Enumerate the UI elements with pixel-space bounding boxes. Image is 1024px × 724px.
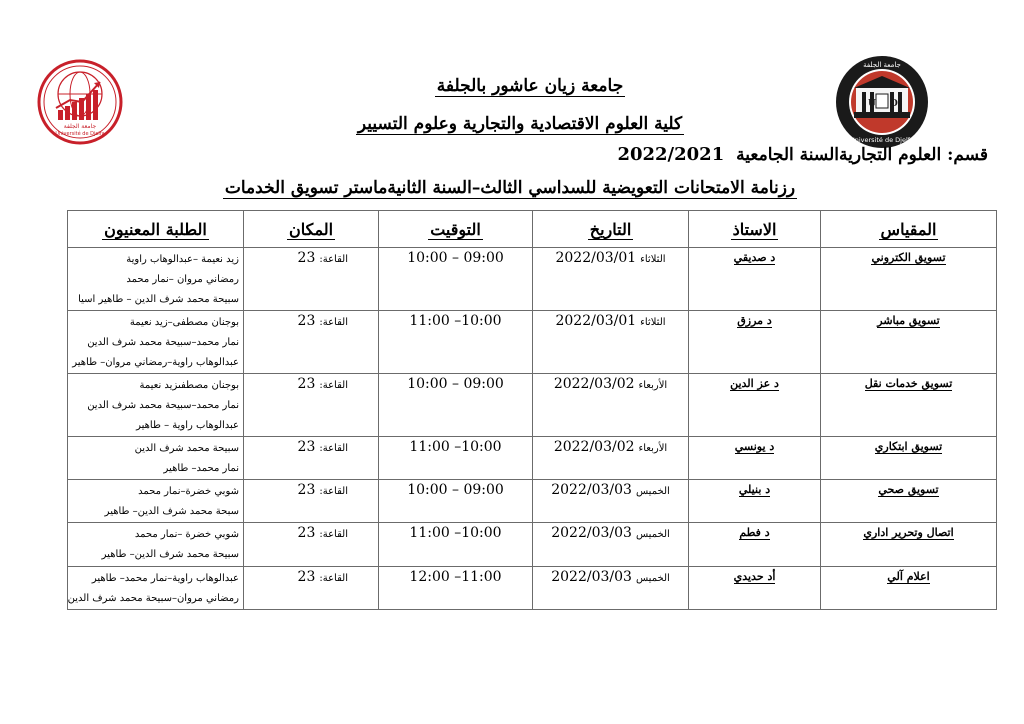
- student-line: رمضاني مروان –نمار محمد: [126, 274, 239, 285]
- module-name: تسويق ابتكاري: [874, 440, 943, 453]
- table-row: [68, 311, 997, 374]
- room-label: القاعة:: [319, 486, 348, 497]
- room-label: القاعة:: [319, 529, 348, 540]
- exam-time: 10:00– 11:00: [409, 525, 502, 541]
- room-number: 23: [297, 569, 316, 585]
- exam-time: 10:00– 11:00: [409, 313, 502, 329]
- cell-room: [244, 374, 379, 437]
- cell-professor: [689, 480, 821, 523]
- table-row: [68, 437, 997, 480]
- cell-date: [533, 248, 689, 311]
- room-number: 23: [297, 250, 316, 266]
- cell-professor: [689, 567, 821, 610]
- cell-date: [533, 374, 689, 437]
- module-name: اعلام آلي: [887, 570, 930, 583]
- module-name: تسويق الكتروني: [871, 251, 946, 264]
- col-header-module: المقياس: [821, 211, 997, 248]
- student-line: عبدالوهاب راوية–رمضاني مروان– طاهير: [72, 357, 239, 368]
- col-header-professor: الاستاذ: [689, 211, 821, 248]
- student-line: سبيحة محمد شرف الدين – طاهير اسيا: [78, 294, 239, 305]
- cell-students: [68, 523, 244, 567]
- exam-time: 11:00– 12:00: [409, 569, 502, 585]
- exam-day: الأربعاء: [638, 443, 668, 454]
- professor-name: د فطم: [739, 526, 770, 539]
- cell-students: [68, 374, 244, 437]
- student-line: عبدالوهاب راوية–نمار محمد– طاهير: [91, 573, 239, 584]
- faculty-logo: [36, 58, 124, 146]
- col-header-room: المكان: [244, 211, 379, 248]
- table-row: [68, 567, 997, 610]
- exam-day: الثلاثاء: [640, 254, 666, 265]
- cell-time: [379, 374, 533, 437]
- exam-date: 2022/03/02: [553, 376, 635, 392]
- cell-module: [821, 374, 997, 437]
- exam-time: 09:00 – 10:00: [407, 482, 504, 498]
- student-line: زيد نعيمة –عبدالوهاب راوية: [126, 254, 239, 265]
- cell-students: [68, 311, 244, 374]
- student-line: نمار محمد– طاهير: [163, 463, 239, 474]
- cell-students: [68, 248, 244, 311]
- exam-schedule-table: [67, 210, 997, 610]
- cell-date: [533, 567, 689, 610]
- cell-professor: [689, 311, 821, 374]
- svg-text:U: U: [868, 99, 876, 109]
- professor-name: د مرزق: [737, 314, 772, 327]
- exam-day: الخميس: [635, 486, 670, 497]
- cell-module: [821, 311, 997, 374]
- cell-time: [379, 437, 533, 480]
- student-line: عبدالوهاب راوية – طاهير: [136, 420, 239, 431]
- svg-text:D: D: [890, 99, 898, 109]
- room-number: 23: [297, 313, 316, 329]
- exam-date: 2022/03/01: [555, 250, 637, 266]
- exam-date: 2022/03/03: [551, 569, 632, 585]
- student-line: سبيحة محمد شرف الدين– طاهير: [101, 549, 239, 560]
- module-name: تسويق صحي: [878, 483, 939, 496]
- faculty-name: كلية العلوم الاقتصادية والتجارية وعلوم التسيير: [357, 114, 683, 134]
- exam-date: 2022/03/02: [553, 439, 635, 455]
- table-row: [68, 248, 997, 311]
- col-header-students: الطلبة المعنيون: [68, 211, 244, 248]
- cell-room: [244, 437, 379, 480]
- academic-year: 2022/2021: [617, 144, 725, 165]
- room-number: 23: [297, 376, 316, 392]
- exam-day: الخميس: [635, 573, 670, 584]
- cell-time: [379, 567, 533, 610]
- professor-name: أد حديدي: [733, 570, 776, 583]
- exam-date: 2022/03/03: [551, 482, 632, 498]
- module-name: اتصال وتحرير اداري: [863, 526, 954, 539]
- cell-students: [68, 480, 244, 523]
- university-seal: [834, 54, 930, 150]
- cell-students: [68, 437, 244, 480]
- cell-room: [244, 248, 379, 311]
- department-line: [288, 144, 988, 165]
- cell-time: [379, 248, 533, 311]
- student-line: شوبي خضرة–نمار محمد: [138, 486, 239, 497]
- room-number: 23: [297, 439, 316, 455]
- room-number: 23: [297, 525, 316, 541]
- svg-text:جامعة الجلفة: جامعة الجلفة: [63, 123, 97, 130]
- student-line: نمار محمد–سبيحة محمد شرف الدين: [87, 337, 239, 348]
- student-line: بوجنان مصطفى–زيد نعيمة: [129, 317, 239, 328]
- cell-module: [821, 523, 997, 567]
- exam-day: الثلاثاء: [640, 317, 666, 328]
- student-line: شوبي خضرة –نمار محمد: [134, 529, 239, 540]
- exam-date: 2022/03/01: [555, 313, 637, 329]
- professor-name: د صديقي: [733, 251, 776, 264]
- university-seal-icon: [834, 54, 930, 150]
- room-label: القاعة:: [319, 443, 348, 454]
- cell-time: [379, 523, 533, 567]
- cell-module: [821, 567, 997, 610]
- exam-time: 09:00 – 10:00: [407, 376, 504, 392]
- document-title: رزنامة الامتحانات التعويضية للسداسي الثالث–السنة الثانيةماستر تسويق الخدمات: [224, 178, 796, 198]
- module-name: تسويق خدمات نقل: [864, 377, 953, 390]
- exam-date: 2022/03/03: [551, 525, 632, 541]
- cell-time: [379, 480, 533, 523]
- svg-text:جامعة الجلفة: جامعة الجلفة: [863, 61, 901, 69]
- room-label: القاعة:: [319, 254, 348, 265]
- student-line: نمار محمد–سبيحة محمد شرف الدين: [87, 400, 239, 411]
- cell-professor: [689, 374, 821, 437]
- professor-name: د يونسي: [734, 440, 775, 453]
- cell-room: [244, 567, 379, 610]
- cell-professor: [689, 248, 821, 311]
- exam-time: 10:00– 11:00: [409, 439, 502, 455]
- university-name: جامعة زيان عاشور بالجلفة: [436, 76, 624, 96]
- col-header-date: التاريخ: [533, 211, 689, 248]
- svg-text:Université de Djelfa: Université de Djelfa: [849, 136, 915, 144]
- cell-professor: [689, 523, 821, 567]
- cell-module: [821, 480, 997, 523]
- cell-date: [533, 480, 689, 523]
- student-line: رمضاني مروان–سبيحة محمد شرف الدين: [67, 593, 239, 604]
- exam-day: الخميس: [635, 529, 670, 540]
- growth-chart-icon: [36, 58, 124, 146]
- exam-day: الأربعاء: [638, 380, 668, 391]
- cell-date: [533, 311, 689, 374]
- cell-professor: [689, 437, 821, 480]
- student-line: بوجنان مصطفىزيد نعيمة: [139, 380, 239, 391]
- cell-time: [379, 311, 533, 374]
- room-label: القاعة:: [319, 380, 348, 391]
- table-row: [68, 480, 997, 523]
- module-name: تسويق مباشر: [877, 314, 940, 327]
- table-row: [68, 523, 997, 567]
- department-label: قسم: العلوم التجاريةالسنة الجامعية: [736, 145, 988, 165]
- cell-room: [244, 480, 379, 523]
- cell-date: [533, 523, 689, 567]
- col-header-time: التوقيت: [379, 211, 533, 248]
- svg-text:Université de Djelfa: Université de Djelfa: [55, 131, 105, 137]
- cell-students: [68, 567, 244, 610]
- exam-time: 09:00 – 10:00: [407, 250, 504, 266]
- cell-module: [821, 437, 997, 480]
- professor-name: د عز الدين: [730, 377, 779, 390]
- room-label: القاعة:: [319, 317, 348, 328]
- student-line: سبحة محمد شرف الدين– طاهير: [104, 506, 239, 517]
- professor-name: د بنيلي: [738, 483, 771, 496]
- room-label: القاعة:: [319, 573, 348, 584]
- cell-room: [244, 311, 379, 374]
- cell-date: [533, 437, 689, 480]
- cell-room: [244, 523, 379, 567]
- table-header-row: [68, 211, 997, 248]
- cell-module: [821, 248, 997, 311]
- table-row: [68, 374, 997, 437]
- student-line: سبيحة محمد شرف الدين: [134, 443, 239, 454]
- room-number: 23: [297, 482, 316, 498]
